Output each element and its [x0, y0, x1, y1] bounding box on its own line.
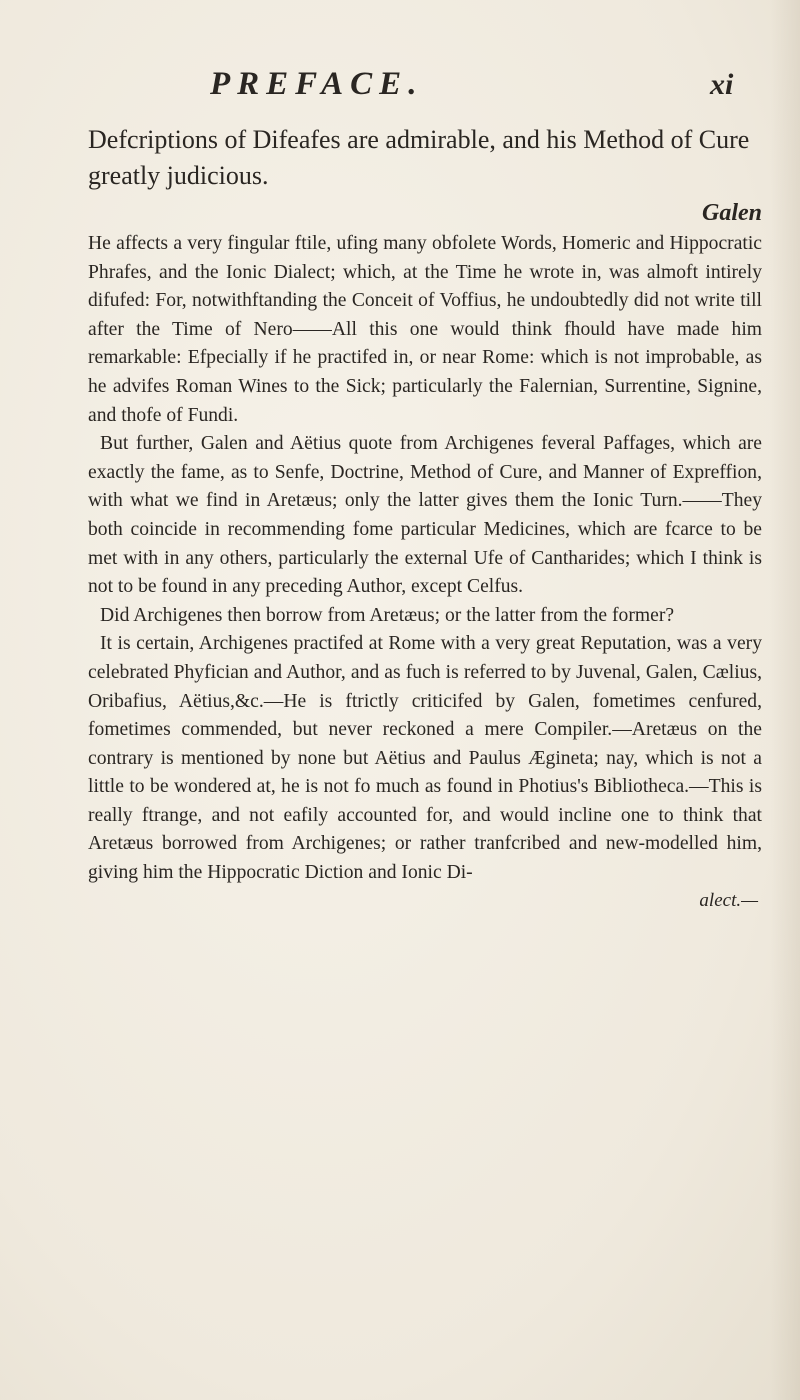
lead-sentence: Defcriptions of Difeafes are admirable, and his Method of Cure greatly judicious.	[88, 125, 750, 190]
page-header	[0, 66, 800, 106]
page-number: xi	[710, 68, 734, 101]
paragraph: But further, Galen and Aëtius quote from Archigenes feveral Paffages, which are exactly the fame, as to Senfe, Doctrine, Method of Cure, and Manner of Expreffion, with what we find in Aretæus; only the latter gives them the Ionic Turn.——They both coincide in recommending fome particular Medicines, which are fcarce to be met with in any others, particularly the external Ufe of Cantharides; which I think is not to be found in any preceding Author, except Celfus.	[88, 433, 762, 598]
catchword: alect.—	[699, 889, 758, 911]
paragraph: He affects a very fingular ftile, ufing many obfolete Words, Homeric and Hippocratic Phrafes, and the Ionic Dialect; which, at the Time he wrote in, was almoft intirely difufed: For, notwithftanding the Conceit of Voffius, he undoubtedly did not write till after the Time of Nero——All this one would think fhould have made him remarkable: Efpecially if he practifed in, or near Rome: which is not improbable, as he advifes Roman Wines to the Sick; particularly the Falernian, Surrentine, Signine, and thofe of Fundi.	[88, 233, 762, 426]
running-head: PREFACE.	[210, 66, 424, 102]
section-heading: Galen	[702, 200, 762, 226]
page-edge-shadow	[770, 0, 800, 1400]
paragraph: It is certain, Archigenes practifed at Rome with a very great Reputation, was a very celebrated Phyfician and Author, and as fuch is referred to by Juvenal, Galen, Cælius, Oribafius, Aëtius,&c.—He is ftrictly criticifed by Galen, fometimes cenfured, fometimes commended, but never reckoned a mere Compiler.—Aretæus on the contrary is mentioned by none but Aëtius and Paulus Ægineta; nay, which is not a little to be wondered at, he is not fo much as found in Photius's Bibliotheca.—This is really ftrange, and not eafily accounted for, and would incline one to think that Aretæus borrowed from Archigenes; or rather tranfcribed and new-modelled him, giving him the Hippocratic Diction and Ionic Di-	[88, 633, 762, 884]
paragraph: Did Archigenes then borrow from Aretæus; or the latter from the former?	[100, 604, 675, 626]
body-text	[88, 122, 762, 914]
